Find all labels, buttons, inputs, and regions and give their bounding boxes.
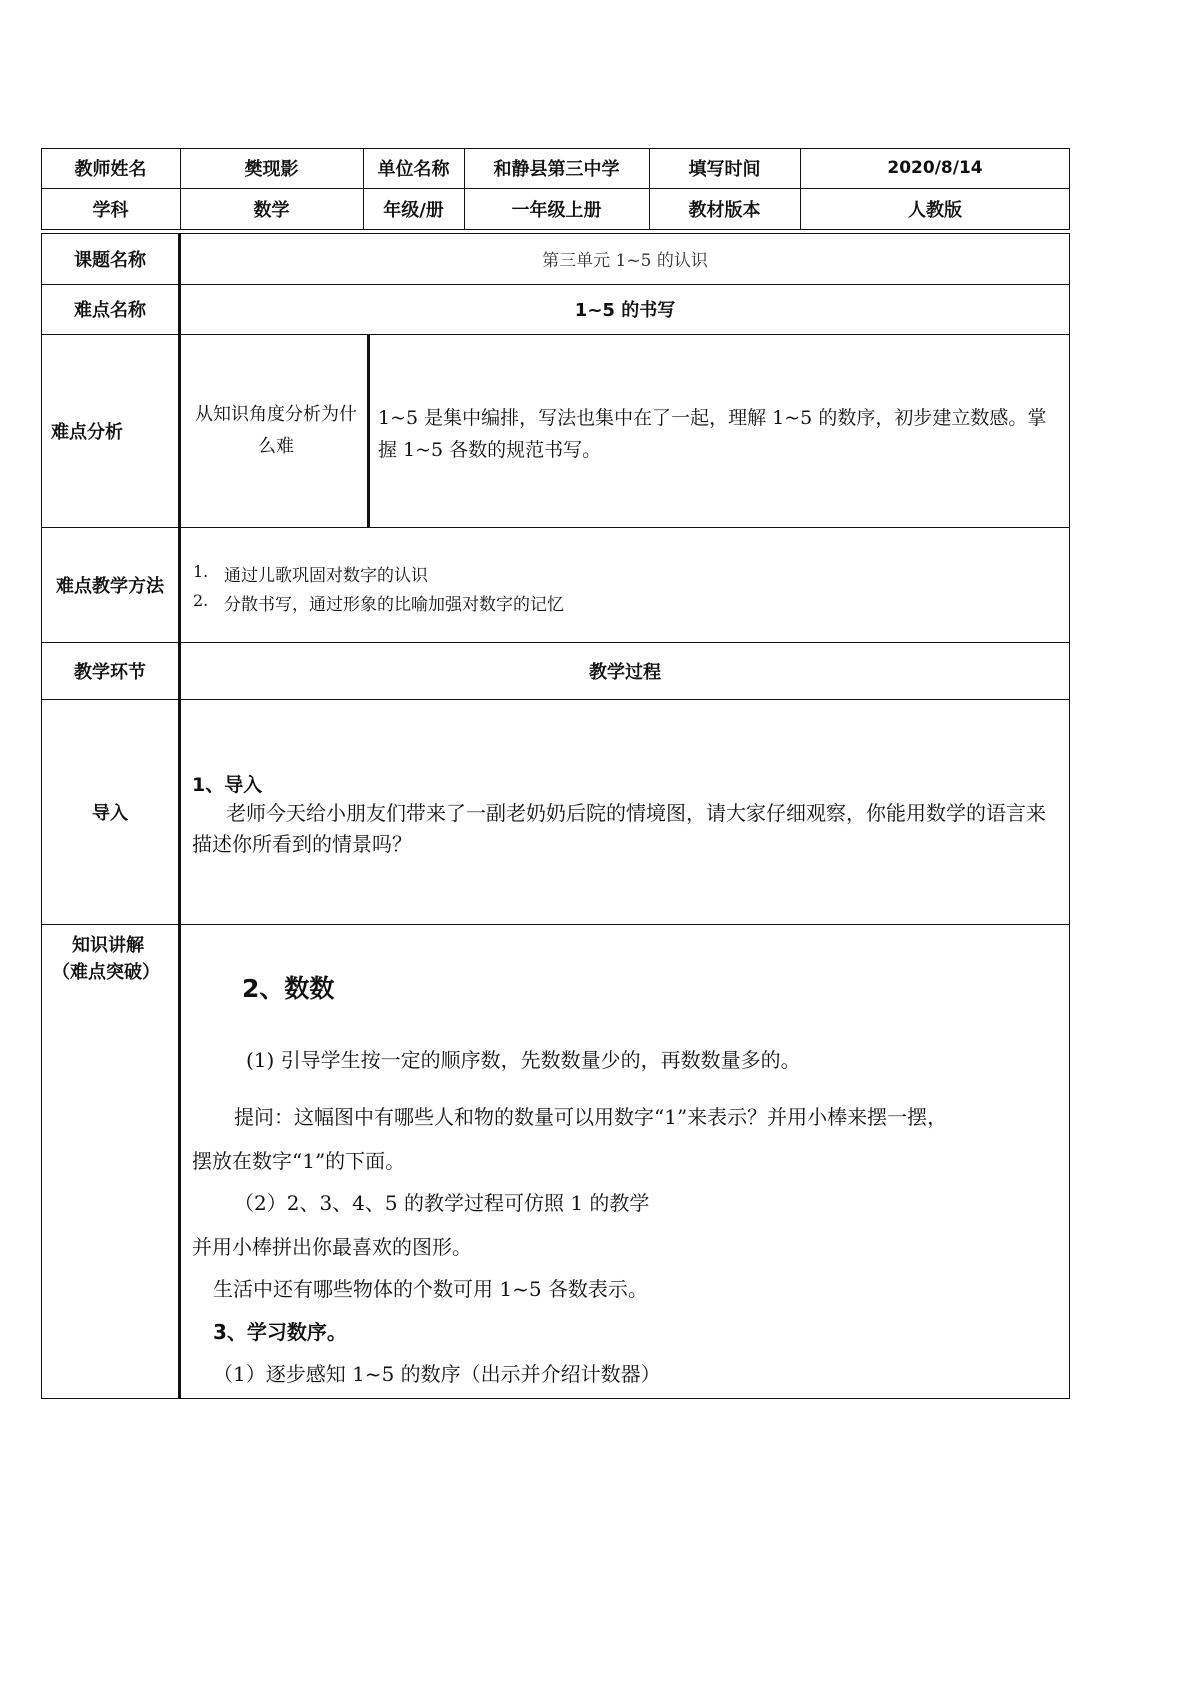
intro-text-content: 老师今天给小朋友们带来了一副老奶奶后院的情境图，请大家仔细观察，你能用数学的语言来描述你所看到的情景吗？ (192, 801, 1046, 856)
grade-value: 一年级上册 (511, 200, 602, 221)
subject-label: 学科 (92, 200, 129, 221)
knowledge-label-line2: （难点突破） (52, 962, 160, 983)
difficulty-label: 难点名称 (74, 300, 146, 321)
analysis-label: 难点分析 (51, 421, 123, 443)
teacher-name-label: 教师姓名 (74, 159, 147, 180)
teacher-name-value: 樊现影 (244, 159, 299, 180)
intro-heading: 1、导入 (192, 774, 263, 796)
topic-value: 第三单元 1~5 的认识 (542, 251, 708, 271)
topic-label: 课题名称 (74, 249, 146, 271)
method-label: 难点教学方法 (56, 575, 164, 597)
method-item-num: 1. (193, 562, 209, 581)
intro-label: 导入 (92, 802, 128, 824)
edition-label: 教材版本 (688, 200, 761, 221)
knowledge-heading-2: 2、数数 (242, 974, 335, 1003)
knowledge-paragraph-3: （2）2、3、4、5 的教学过程可仿照 1 的教学 (234, 1191, 650, 1215)
analysis-sub-label-text: 从知识角度分析为什么难 (195, 403, 357, 457)
knowledge-paragraph-1: (1) 引导学生按一定的顺序数，先数数量少的，再数数量多的。 (246, 1048, 801, 1072)
process-label: 教学过程 (589, 661, 661, 683)
edition-value: 人教版 (908, 200, 962, 221)
date-label: 填写时间 (688, 159, 761, 180)
row-divider (41, 527, 1070, 528)
stage-label: 教学环节 (74, 661, 146, 683)
intro-text (192, 798, 1054, 860)
knowledge-paragraph-5: 生活中还有哪些物体的个数可用 1~5 各数表示。 (213, 1277, 648, 1301)
difficulty-value: 1~5 的书写 (574, 300, 676, 321)
unit-value: 和静县第三中学 (493, 159, 620, 180)
analysis-sub-divider (367, 334, 370, 527)
method-item-text: 分散书写，通过形象的比喻加强对数字的记忆 (224, 595, 564, 615)
knowledge-paragraph-4: 并用小棒拼出你最喜欢的图形。 (192, 1235, 472, 1259)
analysis-text: 1~5 是集中编排，写法也集中在了一起，理解 1~5 的数序，初步建立数感。掌握 1~5 各数的规范书写。 (378, 407, 1047, 461)
grade-label: 年级/册 (383, 200, 444, 221)
unit-label: 单位名称 (377, 159, 450, 180)
method-item-text: 通过儿歌巩固对数字的认识 (224, 566, 428, 586)
knowledge-paragraph-6: （1）逐步感知 1~5 的数序（出示并介绍计数器） (213, 1362, 661, 1386)
knowledge-label-line1: 知识讲解 (72, 935, 144, 956)
row-divider (41, 924, 1070, 925)
analysis-sub-label (190, 334, 362, 527)
knowledge-paragraph-2a: 提问：这幅图中有哪些人和物的数量可以用数字“1”来表示？并用小棒来摆一摆， (234, 1105, 948, 1129)
row-divider (41, 699, 1070, 700)
knowledge-heading-3: 3、学习数序。 (213, 1320, 347, 1344)
subject-value: 数学 (253, 200, 290, 221)
method-item-num: 2. (193, 591, 209, 610)
knowledge-paragraph-2b: 摆放在数字“1”的下面。 (192, 1149, 406, 1173)
date-value: 2020/8/14 (887, 158, 983, 178)
